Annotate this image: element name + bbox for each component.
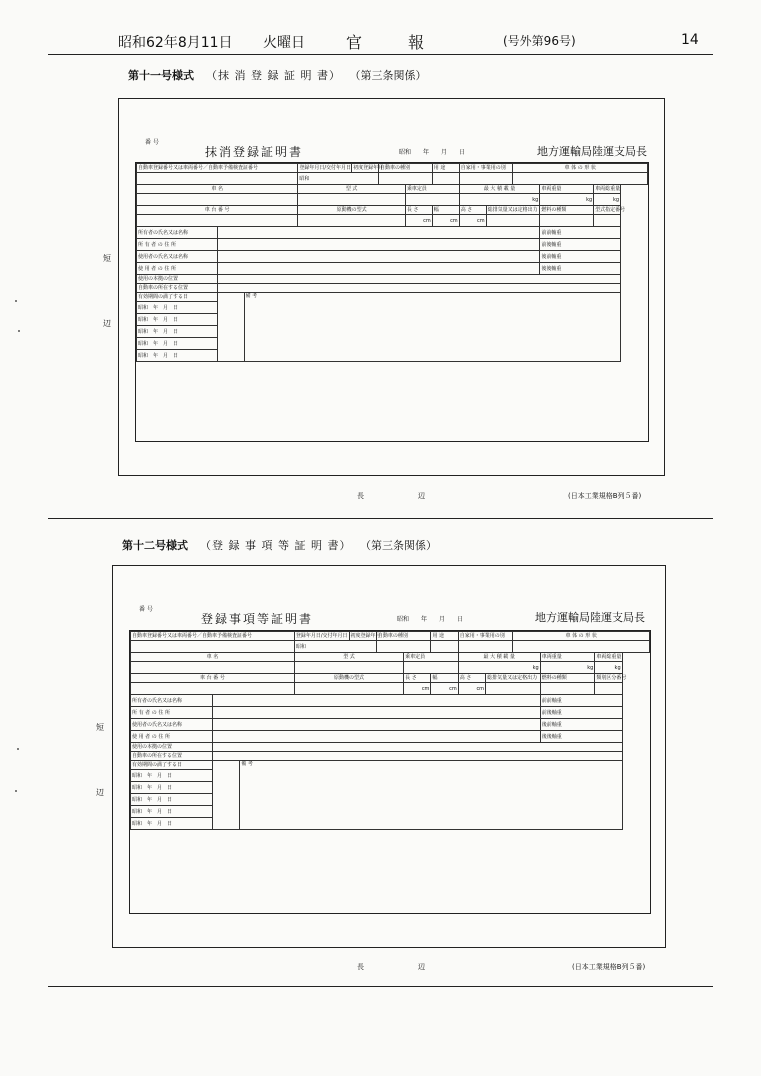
header-date: 昭和62年8月11日 xyxy=(118,35,233,51)
expiry-row: 昭和 年 月 日 xyxy=(131,782,213,794)
label-type-no: 型式指定番号 xyxy=(595,207,626,213)
unit-kg: kg xyxy=(540,662,595,674)
label-rear-rear: 後後軸重 xyxy=(540,263,621,275)
expiry-row: 昭和 年 月 日 xyxy=(131,818,213,830)
form12-number: 第十二号様式 xyxy=(122,539,188,552)
label-user-addr: 使 用 者 の 住 所 xyxy=(137,263,218,275)
label-base2: 自動車の所在する位置 xyxy=(131,752,213,761)
unit-cm: cm xyxy=(432,215,459,227)
label-load: 最 大 積 載 量 xyxy=(459,185,540,194)
unit-cm: cm xyxy=(405,215,432,227)
form12-jis-note: (日本工業規格B列５番) xyxy=(572,963,646,971)
label-gross: 車両総重量 xyxy=(596,654,622,660)
unit-kg: kg xyxy=(594,194,621,206)
unit-cm: cm xyxy=(459,215,486,227)
form11-short-edge-1: 短 xyxy=(103,254,111,263)
label-displacement: 総排気量又は定格出力 xyxy=(486,206,540,215)
form12-short-edge-2: 辺 xyxy=(96,788,104,797)
form12-doc-no: 番 号 xyxy=(139,606,153,613)
form12-caption xyxy=(122,537,437,553)
label-width: 幅 xyxy=(431,674,458,683)
cell-showa: 昭和 xyxy=(298,173,379,185)
form12-long-edge-2: 辺 xyxy=(418,963,425,971)
header-weekday: 火曜日 xyxy=(263,35,305,51)
form12-relation: （第三条関係） xyxy=(365,539,437,552)
form12-title: 登録事項等証明書 xyxy=(201,612,314,626)
expiry-row: 昭和 年 月 日 xyxy=(137,338,218,350)
unit-cm: cm xyxy=(458,683,485,695)
label-body: 車 体 の 形 状 xyxy=(513,164,648,173)
label-displacement: 総排気量又は定格出力 xyxy=(486,674,541,683)
label-remarks: 備 考 xyxy=(241,761,253,767)
label-user-addr: 使 用 者 の 住 所 xyxy=(131,731,213,743)
form12-sheet xyxy=(112,565,666,948)
form11-issuer: 地方運輸局陸運支局長 xyxy=(537,145,647,158)
label-capacity: 乗車定員 xyxy=(405,185,459,194)
scan-speck xyxy=(15,790,17,792)
form11-title: 抹消登録証明書 xyxy=(205,145,304,159)
header-title-1: 官 xyxy=(346,33,363,52)
scan-speck xyxy=(18,330,20,332)
label-height: 高 さ xyxy=(459,206,486,215)
label-engine: 原動機の型式 xyxy=(294,674,403,683)
label-model: 型 式 xyxy=(294,653,403,662)
label-name: 車 名 xyxy=(131,653,295,662)
page-header xyxy=(48,28,718,52)
unit-kg: kg xyxy=(458,662,540,674)
form11-sheet xyxy=(118,98,665,476)
label-kind: 自動車の種別 xyxy=(376,632,431,641)
form-separator xyxy=(48,518,713,519)
form11-date: 昭和 年 月 日 xyxy=(399,149,466,156)
form11-number: 第十一号様式 xyxy=(128,69,194,82)
page-bottom-rule xyxy=(48,986,713,987)
label-base2: 自動車の所在する位置 xyxy=(137,284,218,293)
label-chassis: 車 台 番 号 xyxy=(137,206,298,215)
label-chassis: 車 台 番 号 xyxy=(131,674,295,683)
label-front-axle: 前前軸重 xyxy=(540,695,622,707)
label-use: 用 途 xyxy=(432,164,459,173)
unit-cm: cm xyxy=(404,683,431,695)
expiry-row: 昭和 年 月 日 xyxy=(137,314,218,326)
label-rear-rear: 後後軸重 xyxy=(540,731,622,743)
form11-caption xyxy=(128,67,426,83)
label-class-no: 類別区分番号 xyxy=(596,675,627,681)
label-owner-name: 所有者の氏名又は名称 xyxy=(131,695,213,707)
label-use: 用 途 xyxy=(431,632,458,641)
label-owner-addr: 所 有 者 の 住 所 xyxy=(131,707,213,719)
form12-short-edge-1: 短 xyxy=(96,723,104,732)
label-private: 自家用・事業用の別 xyxy=(459,164,513,173)
form12-date: 昭和 年 月 日 xyxy=(397,616,464,623)
label-expiry: 有効期間の満了する日 xyxy=(137,293,218,302)
label-fuel: 燃料の種類 xyxy=(540,206,594,215)
label-body: 車 体 の 形 状 xyxy=(513,632,650,641)
label-owner-name: 所有者の氏名又は名称 xyxy=(137,227,218,239)
scan-speck xyxy=(15,300,17,302)
label-height: 高 さ xyxy=(458,674,485,683)
label-length: 長 さ xyxy=(404,674,431,683)
label-engine: 原動機の型式 xyxy=(298,206,406,215)
label-front-rear: 前後軸重 xyxy=(540,707,622,719)
unit-kg: kg xyxy=(459,194,540,206)
form11-name: （抹 消 登 録 証 明 書） xyxy=(206,69,341,82)
label-user-name: 使用者の氏名又は名称 xyxy=(137,251,218,263)
label-name: 車 名 xyxy=(137,185,298,194)
scan-speck xyxy=(17,748,19,750)
label-reg-no: 自動車登録番号又は車両番号／自動車予備検査証番号 xyxy=(131,632,295,641)
label-fuel: 燃料の種類 xyxy=(540,674,595,683)
label-front-axle: 前前軸重 xyxy=(540,227,621,239)
form11-relation: （第三条関係） xyxy=(354,69,427,82)
label-weight: 車両重量 xyxy=(540,185,594,194)
form11-long-edge-2: 辺 xyxy=(418,492,425,500)
label-length: 長 さ xyxy=(405,206,432,215)
form12-name: （登 録 事 項 等 証 明 書） xyxy=(200,539,352,552)
form11-grid xyxy=(135,162,649,442)
label-weight: 車両重量 xyxy=(540,653,595,662)
label-expiry: 有効期間の満了する日 xyxy=(131,761,213,770)
expiry-row: 昭和 年 月 日 xyxy=(137,326,218,338)
header-page-number: 14 xyxy=(681,32,699,48)
label-owner-addr: 所 有 者 の 住 所 xyxy=(137,239,218,251)
unit-kg: kg xyxy=(595,662,622,674)
label-first-reg: 初度登録年月 xyxy=(350,633,381,639)
form12-grid xyxy=(129,630,651,914)
form11-long-edge-1: 長 xyxy=(357,492,364,500)
label-rear-front: 後前軸重 xyxy=(540,251,621,263)
form12-issuer: 地方運輸局陸運支局長 xyxy=(535,611,645,624)
form11-short-edge-2: 辺 xyxy=(103,319,111,328)
header-title-2: 報 xyxy=(408,33,425,52)
form11-doc-no: 番 号 xyxy=(145,139,159,146)
expiry-row: 昭和 年 月 日 xyxy=(131,806,213,818)
label-remarks: 備 考 xyxy=(245,293,258,299)
expiry-row: 昭和 年 月 日 xyxy=(131,794,213,806)
label-load: 最 大 積 載 量 xyxy=(458,653,540,662)
label-reg-date: 登録年月日/交付年月日 xyxy=(295,633,348,639)
label-model: 型 式 xyxy=(298,185,406,194)
form11-jis-note: (日本工業規格B列５番) xyxy=(568,492,642,500)
label-user-name: 使用者の氏名又は名称 xyxy=(131,719,213,731)
label-rear-front: 後前軸重 xyxy=(540,719,622,731)
label-reg-date: 登録年月日/交付年月日 xyxy=(299,165,352,171)
expiry-row: 昭和 年 月 日 xyxy=(137,350,218,362)
expiry-row: 昭和 年 月 日 xyxy=(131,770,213,782)
label-first-reg: 初度登録年月 xyxy=(353,165,384,171)
expiry-row: 昭和 年 月 日 xyxy=(137,302,218,314)
header-rule xyxy=(48,54,713,55)
label-width: 幅 xyxy=(432,206,459,215)
unit-kg: kg xyxy=(540,194,594,206)
form12-long-edge-1: 長 xyxy=(357,963,364,971)
header-issue: (号外第96号) xyxy=(503,34,576,48)
label-private: 自家用・事業用の別 xyxy=(458,632,513,641)
label-gross: 車両総重量 xyxy=(595,186,621,192)
label-base1: 使用の本拠の位置 xyxy=(137,275,218,284)
label-capacity: 乗車定員 xyxy=(404,653,459,662)
label-base1: 使用の本拠の位置 xyxy=(131,743,213,752)
label-reg-no: 自動車登録番号又は車両番号／自動車予備検査証番号 xyxy=(137,164,298,173)
cell-showa: 昭和 xyxy=(294,641,376,653)
label-front-rear: 前後軸重 xyxy=(540,239,621,251)
label-kind: 自動車の種別 xyxy=(379,164,433,173)
unit-cm: cm xyxy=(431,683,458,695)
